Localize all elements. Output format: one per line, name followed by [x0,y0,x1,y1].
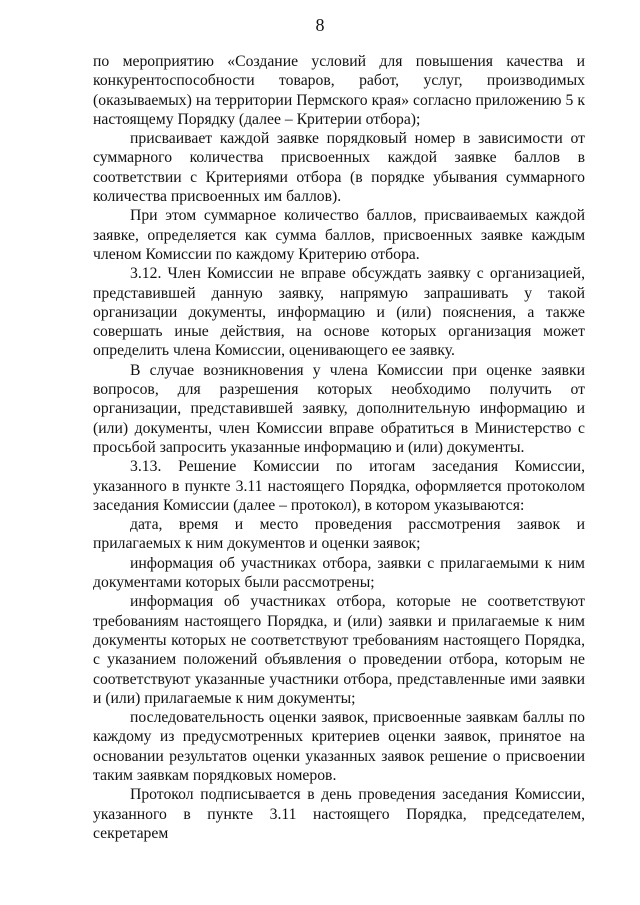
paragraph-score-sum: При этом суммарное количество баллов, присваиваемых каждой заявке, определяется как сумма баллов, присвоенных заявке каждым членом Комиссии по каждому Критерию отбора. [93,207,585,263]
paragraph-assign-number: присваивает каждой заявке порядковый номер в зависимости от суммарного количества присвоенных каждой заявке баллов в соответствии с Критериями отбора (в порядке убывания суммарного количества присвоенных им баллов). [93,130,585,206]
page-number: 8 [315,15,325,35]
paragraph-protocol-signing: Протокол подписывается в день проведения заседания Комиссии, указанного в пункте 3.11 настоящего Порядка, председателем, секретарем [93,786,585,842]
paragraph-3-13: 3.13. Решение Комиссии по итогам заседания Комиссии, указанного в пункте 3.11 настоящего Порядка, оформляется протоколом заседания Комиссии (далее – протокол), в котором указываются: [93,458,585,514]
paragraph-evaluation-order: последовательность оценки заявок, присвоенные заявкам баллы по каждому из предусмотренных критериев оценки заявок, принятое на основании результатов оценки указанных заявок решение о присвоении таким заявкам порядковых номеров. [93,709,585,784]
paragraph-date-time: дата, время и место проведения рассмотрения заявок и прилагаемых к ним документов и оценки заявок; [93,516,585,553]
paragraph-questions: В случае возникновения у члена Комиссии при оценке заявки вопросов, для разрешения которых необходимо получить от организации, представившей заявку, дополнительную информацию и (или) документы, член Комиссии вправе обратиться в Министерство с просьбой запросить указанные информацию и (или) документы. [93,361,585,456]
document-body [93,52,585,843]
paragraph-3-12: 3.12. Член Комиссии не вправе обсуждать заявку с организацией, представившей данную заявку, напрямую запрашивать у такой организации документы, информацию и (или) пояснения, а также совершать иные действия, на основе которых организация может определить члена Комиссии, оценивающего ее заявку. [93,265,585,360]
paragraph-participants-reviewed: информация об участниках отбора, заявки с прилагаемыми к ним документами которых были рассмотрены; [93,554,585,592]
paragraph-continuation: по мероприятию «Создание условий для повышения качества и конкурентоспособности товаров, работ, услуг, производимых (оказываемых) на территории Пермского края» согласно приложению 5 к настоящему Порядку (далее – Критерии отбора); [93,53,585,128]
paragraph-participants-noncompliant: информация об участниках отбора, которые не соответствуют требованиям настоящего Порядка, и (или) заявки и прилагаемые к ним документы которых не соответствуют требованиям настоящего Порядка, с указанием положений объявления о проведении отбора, которым не соответствуют указанные участники отбора, представленные ими заявки и (или) прилагаемые к ним документы; [93,593,585,707]
